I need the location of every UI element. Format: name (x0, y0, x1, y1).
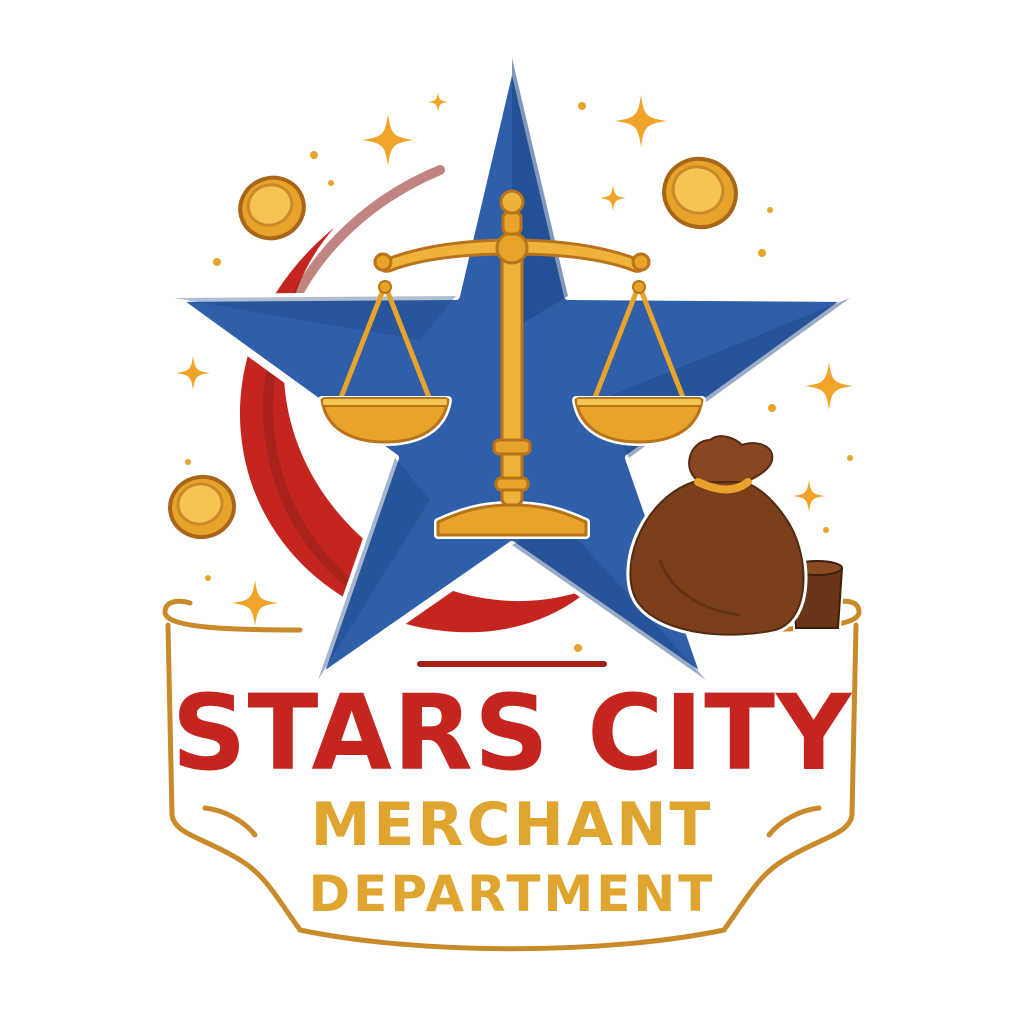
coin-icon (165, 472, 238, 542)
coin-icon (232, 169, 313, 247)
coin-icon (656, 151, 743, 235)
logo-subtitle-line1: MERCHANT (310, 790, 714, 860)
money-bag-icon (630, 436, 803, 634)
logo-subtitle-line2: DEPARTMENT (308, 865, 716, 923)
logo-title: STARS CITY (171, 672, 853, 794)
